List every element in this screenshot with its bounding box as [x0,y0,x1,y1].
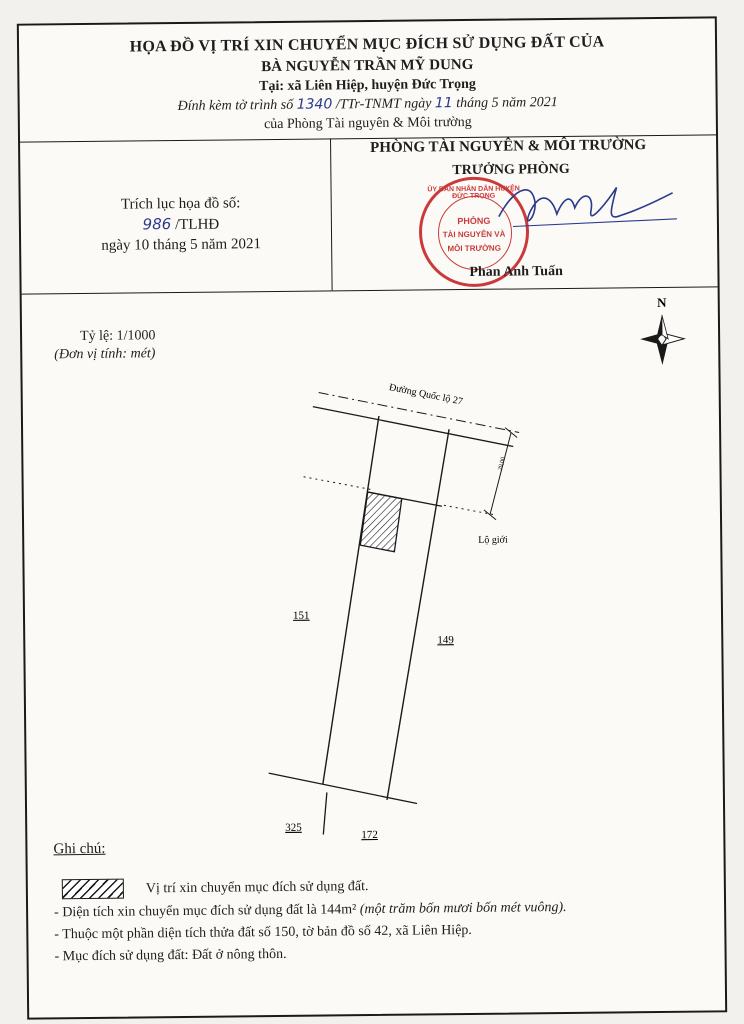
attach-mid: /TTr-TNMT ngày [335,96,432,113]
extract-date: ngày 10 tháng 5 năm 2021 [101,236,261,254]
parcel-149-label: 149 [437,634,454,647]
legend-hatch-swatch [62,879,124,900]
document-sheet [17,16,727,1019]
note-purpose: - Mục đích sử dụng đất: Đất ở nông thôn. [54,946,287,965]
rear-boundary [269,772,417,806]
extract-code: /TLHĐ [174,216,220,234]
stamp-line-3: MÔI TRƯỜNG [447,243,501,254]
setback-value: 20,00 [497,456,507,472]
road-edge [313,405,513,449]
attach-prefix: Đính kèm tờ trình số [177,97,294,115]
office-line: của Phòng Tài nguyên & Môi trường [263,114,472,133]
setback-label: Lộ giới [478,534,508,546]
setback-dimension [489,433,512,515]
extract-number: 986 [142,215,172,234]
setback-line-right [444,505,494,516]
signer-name: Phan Anh Tuấn [469,263,563,280]
setback-line-left [304,476,374,491]
title-line-2: BÀ NGUYỄN TRẦN MỸ DUNG [261,56,474,76]
parcel-151-label: 151 [292,609,310,622]
parcel-325-label: 325 [285,821,302,834]
stamp-line-2: TÀI NGUYÊN VÀ [442,229,506,240]
map-scale: Tỷ lệ: 1/1000 [80,328,156,345]
note-parcel: - Thuộc một phần diện tích thửa đất số 150, tờ bản đồ số 42, xã Liên Hiệp. [54,922,472,943]
parcel-150-left-boundary [319,416,383,785]
map-unit: (Đơn vị tính: mét) [54,346,156,363]
north-label: N [656,294,667,311]
note-area-text: - Diện tích xin chuyển mục đích sử dụng đất là 144m² [54,902,357,921]
north-arrow [640,295,685,365]
road-name: Đường Quốc lộ 27 [388,381,464,408]
note-area-words: (một trăm bốn mươi bốn mét vuông). [359,899,567,918]
cadastral-map [19,18,729,1021]
stamp-line-1: PHÒNG [457,215,491,227]
department-name: PHÒNG TÀI NGUYÊN & MÔI TRƯỜNG [370,137,647,156]
title-line-1: HỌA ĐỒ VỊ TRÍ XIN CHUYỂN MỤC ĐÍCH SỬ DỤNG ĐẤT CỦA [129,33,605,56]
parcel-150-right-boundary [383,429,453,800]
rear-parcel-divider [323,792,327,834]
position-title: TRƯỞNG PHÒNG [452,161,570,179]
attach-suffix: tháng 5 năm 2021 [456,95,558,112]
attach-day: 11 [434,95,453,112]
attach-number: 1340 [296,96,333,113]
location-line: Tại: xã Liên Hiệp, huyện Đức Trọng [259,76,476,95]
parcel-172-label: 172 [361,828,378,842]
stamp-ring-text: ỦY BAN NHÂN DÂN HUYỆN ĐỨC TRỌNG [427,185,520,201]
extract-label: Trích lục họa đồ số: [120,195,241,213]
notes-heading: Ghi chú: [53,840,106,858]
legend-text: Vị trí xin chuyển mục đích sử dụng đất. [145,879,369,897]
